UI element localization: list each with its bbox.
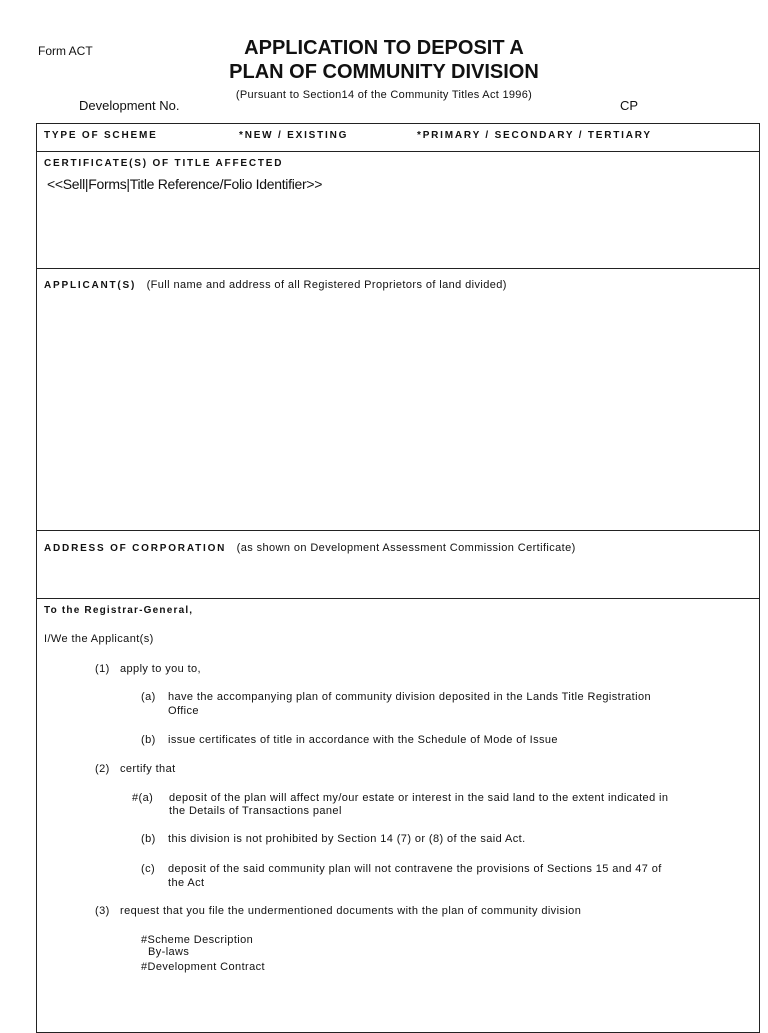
- intro-text: I/We the Applicant(s): [44, 633, 154, 645]
- corporation-field[interactable]: [40, 556, 756, 594]
- item-2b-number: (b): [141, 833, 156, 845]
- document-by-laws: By-laws: [148, 946, 190, 958]
- item-2c-line1: deposit of the said community plan will not contravene the provisions of Sections 15 and 47 of: [168, 863, 662, 875]
- scheme-new-existing-option[interactable]: *NEW / EXISTING: [239, 130, 349, 141]
- item-3: (3) request that you file the undermentioned documents with the plan of community division: [95, 905, 582, 917]
- certificates-field[interactable]: <<Sell|Forms|Title Reference/Folio Identifier>>: [47, 176, 323, 192]
- item-1b-text: issue certificates of title in accordance with the Schedule of Mode of Issue: [168, 734, 558, 746]
- item-1a-line1: have the accompanying plan of community division deposited in the Lands Title Registration: [168, 691, 651, 703]
- cp-label: CP: [620, 98, 639, 113]
- item-2c-line2: the Act: [168, 877, 205, 889]
- scheme-level-option[interactable]: *PRIMARY / SECONDARY / TERTIARY: [417, 130, 652, 141]
- item-2a-line2: the Details of Transactions panel: [169, 805, 342, 817]
- item-1a-number: (a): [141, 691, 156, 703]
- applicants-field[interactable]: [40, 292, 756, 526]
- salutation: To the Registrar-General,: [44, 605, 194, 616]
- divider-applicants: [36, 530, 760, 531]
- corporation-label: ADDRESS OF CORPORATION: [44, 543, 227, 554]
- corporation-header: [44, 538, 576, 556]
- item-2a-line1: deposit of the plan will affect my/our estate or interest in the said land to the extent indicated in: [169, 792, 669, 804]
- pursuant-note: (Pursuant to Section14 of the Community Titles Act 1996): [235, 89, 533, 101]
- item-2b-text: this division is not prohibited by Section 14 (7) or (8) of the said Act.: [168, 833, 526, 845]
- applicants-label: APPLICANT(S): [44, 280, 137, 291]
- form-id: Form ACT: [38, 44, 93, 58]
- document-development-contract: #Development Contract: [141, 961, 265, 973]
- divider-certificates: [36, 268, 760, 269]
- divider-scheme: [36, 151, 760, 152]
- form-title-line1: APPLICATION TO DEPOSIT A: [244, 37, 524, 59]
- corporation-note: (as shown on Development Assessment Commission Certificate): [236, 542, 576, 554]
- applicants-header: [44, 275, 507, 293]
- scheme-label: TYPE OF SCHEME: [44, 130, 158, 141]
- form-title-line2: PLAN OF COMMUNITY DIVISION: [229, 61, 539, 83]
- document-scheme-description: #Scheme Description: [141, 934, 254, 946]
- item-2c-number: (c): [141, 863, 156, 875]
- item-1b-number: (b): [141, 734, 156, 746]
- item-2a-number: #(a): [132, 792, 154, 804]
- certificates-label: CERTIFICATE(S) OF TITLE AFFECTED: [44, 158, 284, 169]
- development-no-label: Development No.: [79, 98, 180, 113]
- divider-corporation: [36, 598, 760, 599]
- item-1: (1) apply to you to,: [95, 663, 202, 675]
- item-2: (2) certify that: [95, 763, 176, 775]
- applicants-note: (Full name and address of all Registered Proprietors of land divided): [146, 279, 507, 291]
- item-1a-line2: Office: [168, 705, 199, 717]
